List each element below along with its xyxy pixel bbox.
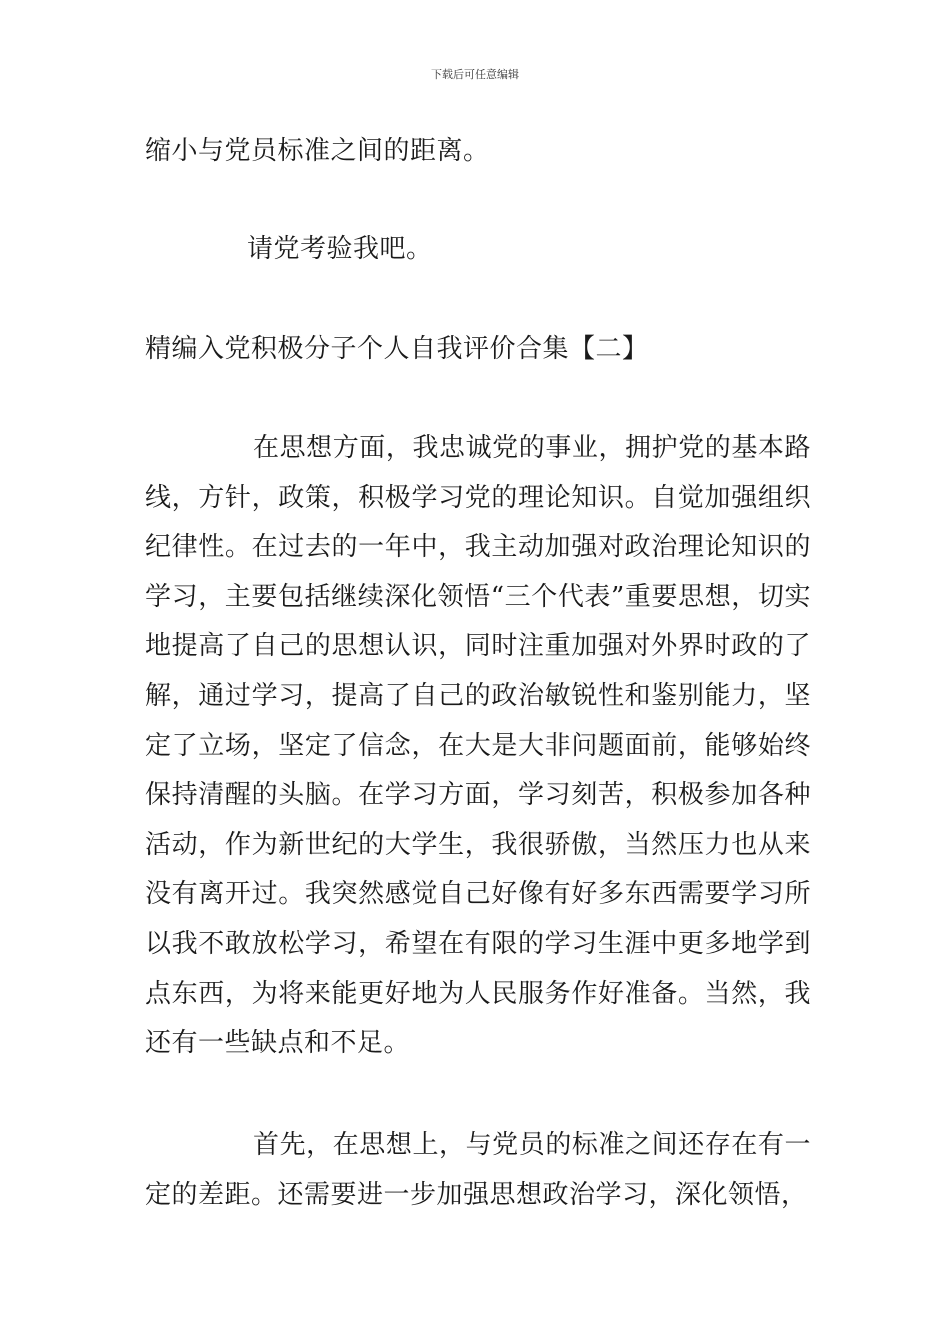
paragraph-shortcomings: 首先，在思想上，与党员的标准之间还存在有一定的差距。还需要进一步加强思想政治学习，深化领悟， [145, 1130, 811, 1210]
text-line-closing: 缩小与党员标准之间的距离。 [145, 136, 490, 166]
text-line-request: 请党考验我吧。 [247, 234, 433, 264]
paragraph-thought-and-study: 在思想方面，我忠诚党的事业，拥护党的基本路线，方针，政策，积极学习党的理论知识。自觉加强组织纪律性。在过去的一年中，我主动加强对政治理论知识的学习，主要包括继续深化领悟“三个代表”重要思想，切实地提高了自己的思想认识，同时注重加强对外界时政的了解，通过学习，提高了自己的政治敏锐性和鉴别能力，坚定了立场，坚定了信念，在大是大非问题面前，能够始终保持清醒的头脑。在学习方面，学习刻苦，积极参加各种活动，作为新世纪的大学生，我很骄傲，当然压力也从来没有离开过。我突然感觉自己好像有好多东西需要学习所以我不敢放松学习，希望在有限的学习生涯中更多地学到点东西，为将来能更好地为人民服务作好准备。当然，我还有一些缺点和不足。 [145, 433, 811, 1059]
section-title: 精编入党积极分子个人自我评价合集【二】 [145, 334, 649, 364]
header-note: 下载后可任意编辑 [431, 68, 519, 81]
